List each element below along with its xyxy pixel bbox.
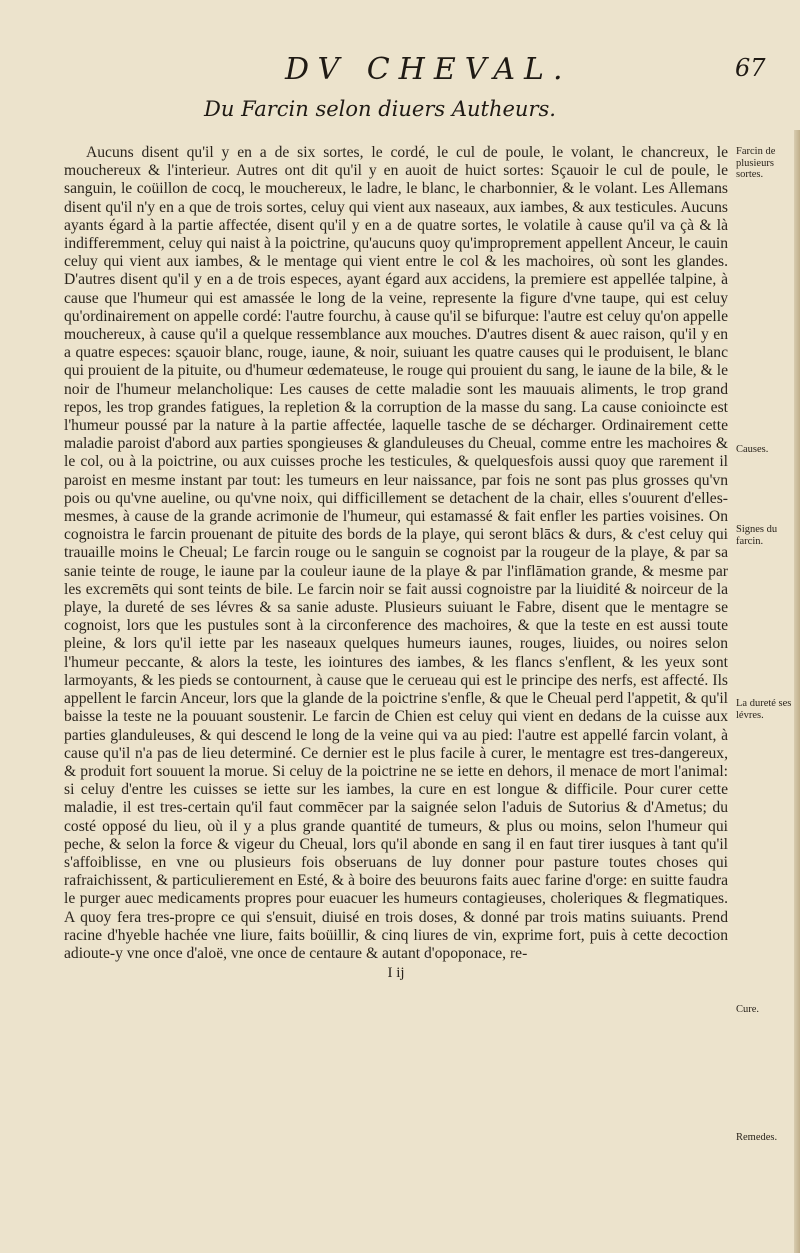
- page-edge: [794, 130, 800, 1253]
- main-paragraph: Aucuns disent qu'il y en a de six sortes, le cordé, le cul de poule, le volant, le chancreux, le mouchereux & l'interieur. Autres ont dit qu'il y en auoit de huict sortes: Sçauoir le cul de poule, le sanguin, le coüillon de cocq, le mouchereux, le ladre, le blanc, le charbonnier, & le volant. Les Allemans disent qu'il n'y en a que de trois sortes, celuy qui vient aux naseaux, aux iambes, & aux testicules. Aucuns ayants égard à la partie affectée, disent qu'il y en a de quatre sortes, le volatile à cause qu'il va çà & là indifferemment, celuy qui naist à la poictrine, qu'aucuns quoy qu'improprement appellent Anceur, le cauin celuy qui vient aux iambes, & le mentage qui vient entre le col & les machoires, où sont les glandes. D'autres disent qu'il y en a de trois especes, ayant égard aux accidens, la premiere est appellée talpine, à cause que l'humeur qui est amassée le long de la veine, represente la figure d'vne taupe, qui est celuy qu'ordinairement on appelle cordé: l'autre fourchu, à cause qu'il se bifurque: l'autre est celuy qu'on appelle mouchereux, à cause qu'il a quelque ressemblance aux mouches. D'autres disent & auec raison, qu'il y en a quatre especes: sçauoir blanc, rouge, iaune, & noir, suiuant les quatre causes qui le produisent, le blanc qui prouient de la pituite, ou d'humeur œdemateuse, le rouge qui prouient du sang, le iaune de la bile, & le noir de l'humeur melancholique: Les causes de cette maladie sont les mauuais aliments, le trop grand repos, les trop grandes fatigues, la repletion & la corruption de la masse du sang. La cause conioincte est l'humeur poussé par la nature à la partie affectée, laquelle tasche de se décharger. Ordinairement cette maladie paroist d'abord aux parties spongieuses & glanduleuses du Cheual, comme entre les machoires & le col, ou à la poictrine, ou aux cuisses proche les testicules, & quelquesfois aussi quoy que rarement il paroist en mesme instant par tout: les tumeurs en leur naissance, par fois ne sont pas plus grosses qu'vn pois ou qu'vne aueline, ou qu'vne noix, qui difficillement se detachent de la chair, elles s'ouurent d'elles-mesmes, à cause de la grande acrimonie de l'humeur, qui estamassé & fait enfler les parties voisines. On cognoistra le farcin prouenant de pituite des bords de la playe, qui seront blācs & durs, & c'est celuy qui trauaille moins le Cheual; Le farcin rouge ou le sanguin se cognoist par la rougeur de la playe, & par sa sanie teinte de rouge, le iaune par la couleur iaune de la playe & par l'inflāmation grande, & mesme par les excremēts qui sont teints de bile. Le farcin noir se fait aussi cognoistre par la liuidité & noirceur de la playe, la dureté de ses lévres & sa sanie aduste. Plusieurs suiuant le Fabre, disent que le mentagre se cognoist, lors que les pustules sont à la circonference des machoires, & que la teste en est aussi toute pleine, & lors qu'il iette par les naseaux quelques humeurs iaunes, rouges, liuides, ou noires selon l'humeur peccante, & alors la teste, les iointures des iambes, & les flancs s'enflent, & les yeux sont larmoyants, & les pieds se contournent, à cause que le cerueau qui est le principe des nerfs, est affecté. Ils appellent le farcin Anceur, lors que la glande de la poictrine s'enfle, & que le Cheual perd l'appetit, & qu'il baisse la teste ne la pouuant soustenir. Le farcin de Chien est celuy qui vient en dedans de la cuisse aux parties glanduleuses, & qui descend le long de la veine qui va au pied: l'autre est appellé farcin volant, à cause qu'il n'a pas de lieu determiné. Ce dernier est le plus facile à curer, le mentagre est tres-dangereux, & produit fort souuent la morue. Si celuy de la poictrine ne se iette en dehors, il menace de mort l'animal: si celuy d'entre les cuisses se iette sur les iambes, la cure en est longue & difficile. Pour curer cette maladie, il est tres-certain qu'il faut commēcer par la saignée selon l'aduis de Sutorius & d'Ametus; du costé opposé du lieu, où il y a plus grande quantité de tumeurs, & plus ou moins, selon l'humeur qui peche, & selon la force & vigeur du Cheual, lors qu'il abonde en sang il en faut tirer iusques à tant qu'il s'affoiblisse, en vne ou plusieurs fois obseruans de luy donner pour pasture toutes choses qui rafraichissent, & particulierement en Esté, & à boire des beuurons faits auec farine d'orge: en suitte faudra le purger auec medicaments propres pour euacuer les humeurs contagieuses, choleriques & flegmatiques. A quoy fera tres-propre ce qui s'ensuit, diuisé en trois doses, & donné par trois matins suiuants. Prend racine d'hyeble hachée vne liure, faits boüillir, & cinq liures de vin, exprime fort, puis à cette decoction adioute-y vne once d'aloë, vne once de centaure & autant d'opoponace, re-: [64, 144, 728, 962]
- section-title: Du Farcin selon diuers Autheurs.: [204, 97, 556, 121]
- margin-note-causes: Causes.: [736, 444, 769, 455]
- margin-note-signes: Signes du farcin.: [736, 524, 778, 547]
- signature-mark: I ij: [387, 965, 405, 982]
- page-header: [0, 52, 800, 92]
- body-text: [64, 144, 728, 1224]
- margin-note-farcin-sortes: Farcin de plusieurs sortes.: [736, 146, 776, 180]
- running-head: DV CHEVAL.: [285, 52, 572, 87]
- page-number: 67: [735, 54, 766, 82]
- margin-note-remedes: Remedes.: [736, 1132, 778, 1143]
- margin-note-durete: La dureté ses lévres.: [736, 698, 792, 721]
- margin-note-cure: Cure.: [736, 1004, 760, 1015]
